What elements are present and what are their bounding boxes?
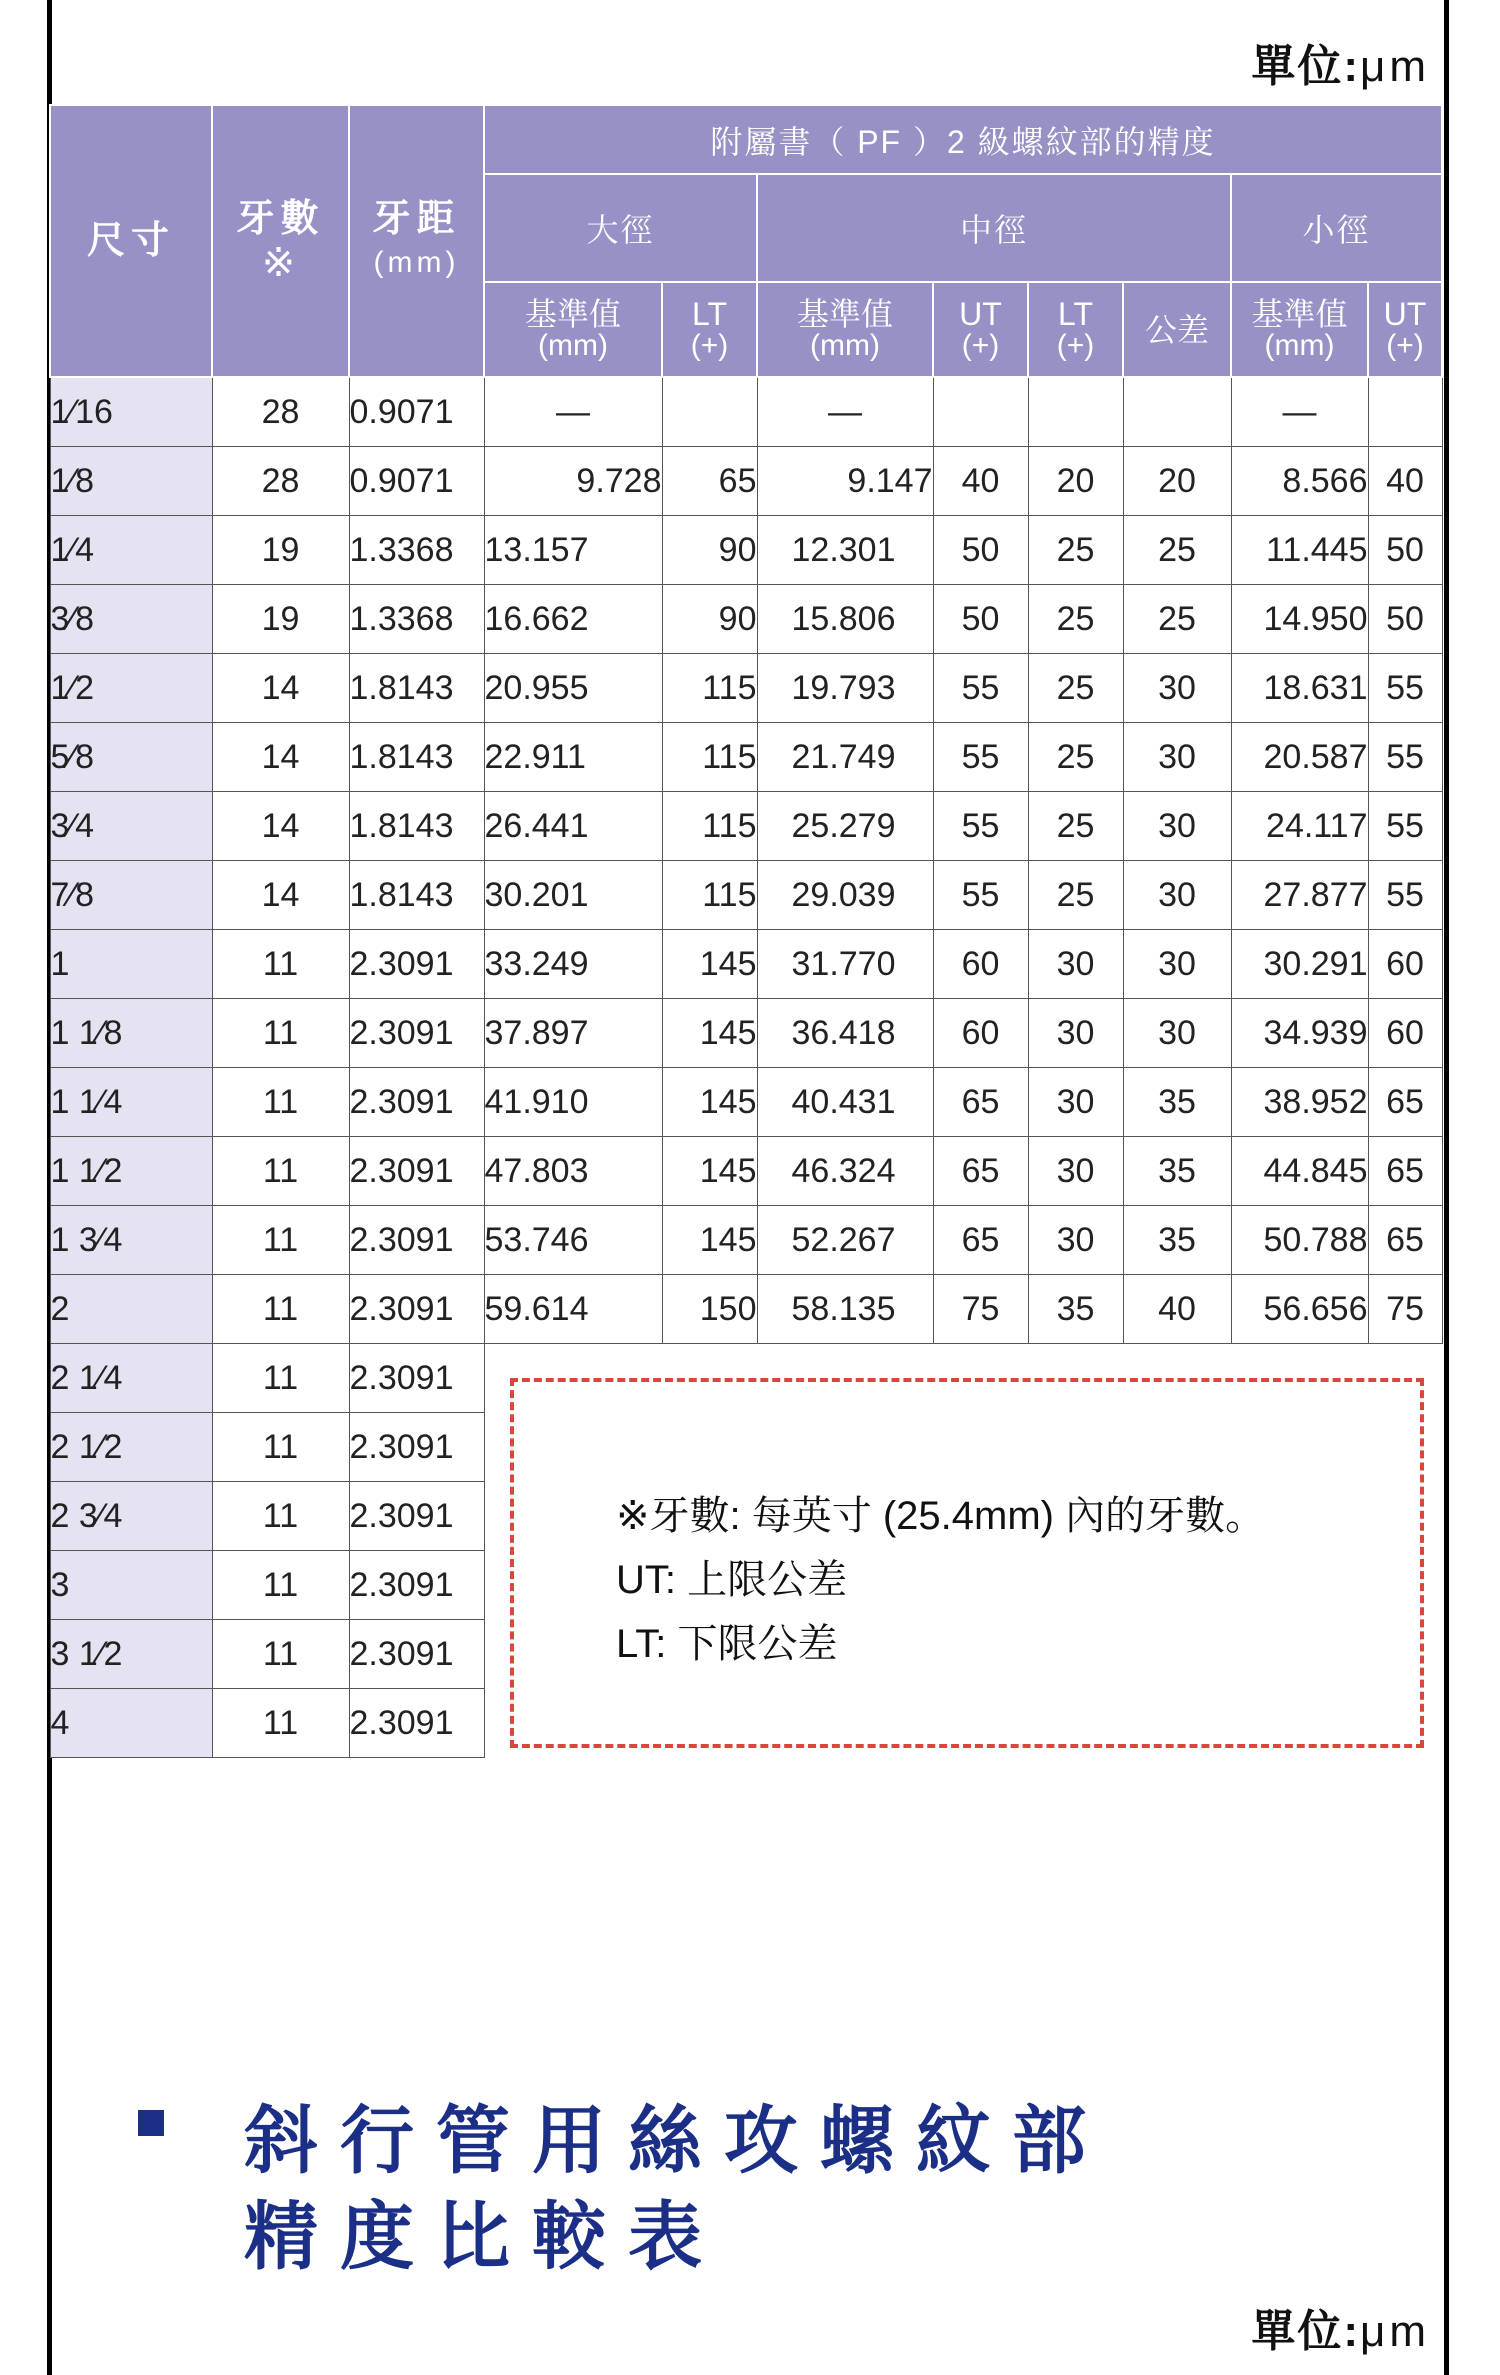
- cell-pd-lt: 25: [1028, 792, 1123, 861]
- cell-pd-lt: 30: [1028, 1137, 1123, 1206]
- cell-major-lt: 145: [662, 1068, 757, 1137]
- cell-pd-ut: 65: [933, 1137, 1028, 1206]
- cell-pd-lt: 25: [1028, 585, 1123, 654]
- table-row: [50, 930, 1442, 999]
- cell-pd-tolerance: 30: [1123, 792, 1231, 861]
- table-row: [50, 1206, 1442, 1275]
- cell-pd-lt: 30: [1028, 999, 1123, 1068]
- cell-minor-ut: 60: [1368, 930, 1442, 999]
- cell-major-base: 30.201: [484, 861, 662, 930]
- cell-pd-tolerance: 30: [1123, 654, 1231, 723]
- cell-major-lt: 115: [662, 792, 757, 861]
- cell-pd-base: 12.301: [757, 516, 933, 585]
- note-lt: LT: 下限公差: [616, 1622, 838, 1666]
- cell-size: 2 1⁄2: [50, 1413, 212, 1482]
- cell-pd-ut: 75: [933, 1275, 1028, 1344]
- cell-major-base: 53.746: [484, 1206, 662, 1275]
- cell-pitch: 1.8143: [349, 654, 484, 723]
- cell-major-lt: 145: [662, 999, 757, 1068]
- cell-tpi: 11: [212, 1689, 349, 1758]
- section-bullet-icon: [138, 2110, 164, 2136]
- cell-major-lt: [662, 377, 757, 447]
- cell-pd-base: 36.418: [757, 999, 933, 1068]
- table-row: [50, 654, 1442, 723]
- cell-pd-tolerance: 35: [1123, 1206, 1231, 1275]
- cell-pd-base: 29.039: [757, 861, 933, 930]
- cell-tpi: 28: [212, 377, 349, 447]
- cell-pitch: 2.3091: [349, 1068, 484, 1137]
- cell-minor-base: 44.845: [1231, 1137, 1368, 1206]
- unit-label-text: 單位: [1251, 42, 1344, 91]
- cell-pitch: 2.3091: [349, 930, 484, 999]
- cell-minor-ut: 65: [1368, 1137, 1442, 1206]
- cell-pd-lt: 30: [1028, 1206, 1123, 1275]
- cell-minor-ut: 65: [1368, 1206, 1442, 1275]
- header-pd-tolerance: 公差: [1123, 282, 1231, 377]
- cell-minor-ut: 75: [1368, 1275, 1442, 1344]
- cell-pd-tolerance: 20: [1123, 447, 1231, 516]
- header-pd-base: 基準值 (mm): [757, 282, 933, 377]
- table-row: [50, 516, 1442, 585]
- cell-pitch: 2.3091: [349, 1137, 484, 1206]
- cell-pd-lt: 30: [1028, 1068, 1123, 1137]
- header-tpi: 牙數 ※: [212, 105, 349, 377]
- cell-minor-ut: 65: [1368, 1068, 1442, 1137]
- cell-size: 5⁄8: [50, 723, 212, 792]
- note-tpi: ※牙數: 每英寸 (25.4mm) 內的牙數。: [616, 1494, 1266, 1538]
- cell-pd-base: 15.806: [757, 585, 933, 654]
- cell-tpi: 11: [212, 1206, 349, 1275]
- cell-pitch: 2.3091: [349, 1344, 484, 1413]
- cell-pd-lt: [1028, 377, 1123, 447]
- cell-major-lt: 145: [662, 1137, 757, 1206]
- cell-major-base: 13.157: [484, 516, 662, 585]
- cell-pd-lt: 30: [1028, 930, 1123, 999]
- cell-size: 1⁄4: [50, 516, 212, 585]
- cell-pd-lt: 20: [1028, 447, 1123, 516]
- cell-pitch: 2.3091: [349, 1551, 484, 1620]
- cell-pitch: 0.9071: [349, 377, 484, 447]
- cell-minor-ut: 50: [1368, 516, 1442, 585]
- cell-pitch: 2.3091: [349, 999, 484, 1068]
- cell-minor-ut: 60: [1368, 999, 1442, 1068]
- cell-tpi: 11: [212, 1275, 349, 1344]
- cell-tpi: 11: [212, 1551, 349, 1620]
- table-row: [50, 861, 1442, 930]
- cell-pitch: 2.3091: [349, 1275, 484, 1344]
- section-title-line1: 斜行管用絲攻螺紋部: [244, 2099, 1108, 2182]
- notes-box: [510, 1378, 1424, 1748]
- cell-pd-lt: 35: [1028, 1275, 1123, 1344]
- cell-size: 3⁄8: [50, 585, 212, 654]
- cell-minor-base: 34.939: [1231, 999, 1368, 1068]
- cell-major-base: 59.614: [484, 1275, 662, 1344]
- unit-label-text: 單位: [1251, 2307, 1344, 2356]
- cell-minor-base: —: [1231, 377, 1368, 447]
- cell-pd-tolerance: 35: [1123, 1068, 1231, 1137]
- cell-pd-base: 9.147: [757, 447, 933, 516]
- table-row: [50, 792, 1442, 861]
- cell-tpi: 28: [212, 447, 349, 516]
- cell-pd-ut: 65: [933, 1206, 1028, 1275]
- cell-minor-ut: 55: [1368, 654, 1442, 723]
- cell-size: 1 1⁄4: [50, 1068, 212, 1137]
- cell-major-base: —: [484, 377, 662, 447]
- cell-minor-ut: 55: [1368, 861, 1442, 930]
- cell-minor-base: 50.788: [1231, 1206, 1368, 1275]
- table-row: [50, 1137, 1442, 1206]
- header-pitch: 牙距 (mm): [349, 105, 484, 377]
- cell-major-lt: 90: [662, 516, 757, 585]
- unit-colon: :: [1343, 2307, 1360, 2356]
- cell-pd-ut: 55: [933, 861, 1028, 930]
- cell-minor-base: 14.950: [1231, 585, 1368, 654]
- cell-major-base: 41.910: [484, 1068, 662, 1137]
- header-pitch-diameter: 中徑: [757, 174, 1231, 282]
- cell-pd-tolerance: 30: [1123, 861, 1231, 930]
- cell-pd-ut: 50: [933, 585, 1028, 654]
- cell-pd-lt: 25: [1028, 516, 1123, 585]
- cell-tpi: 11: [212, 1413, 349, 1482]
- cell-tpi: 14: [212, 723, 349, 792]
- cell-minor-ut: 40: [1368, 447, 1442, 516]
- cell-size: 1 3⁄4: [50, 1206, 212, 1275]
- cell-pd-tolerance: [1123, 377, 1231, 447]
- cell-minor-ut: 50: [1368, 585, 1442, 654]
- cell-pitch: 1.3368: [349, 516, 484, 585]
- cell-major-lt: 90: [662, 585, 757, 654]
- cell-size: 1⁄8: [50, 447, 212, 516]
- cell-size: 1 1⁄8: [50, 999, 212, 1068]
- header-minor-base: 基準值 (mm): [1231, 282, 1368, 377]
- cell-pitch: 1.8143: [349, 792, 484, 861]
- cell-size: 1⁄16: [50, 377, 212, 447]
- unit-label-bottom: [1251, 2295, 1430, 2359]
- cell-pd-ut: 60: [933, 999, 1028, 1068]
- cell-pd-tolerance: 35: [1123, 1137, 1231, 1206]
- cell-size: 1⁄2: [50, 654, 212, 723]
- header-pd-lt: LT (+): [1028, 282, 1123, 377]
- cell-tpi: 11: [212, 1068, 349, 1137]
- cell-pitch: 1.8143: [349, 723, 484, 792]
- cell-pitch: 2.3091: [349, 1413, 484, 1482]
- unit-colon: :: [1343, 42, 1360, 91]
- table-row: [50, 1275, 1442, 1344]
- cell-size: 3 1⁄2: [50, 1620, 212, 1689]
- cell-pitch: 1.8143: [349, 861, 484, 930]
- cell-tpi: 11: [212, 1137, 349, 1206]
- cell-pd-ut: 55: [933, 654, 1028, 723]
- table-row: [50, 999, 1442, 1068]
- cell-pd-ut: 55: [933, 792, 1028, 861]
- cell-minor-base: 30.291: [1231, 930, 1368, 999]
- header-minor-diameter: 小徑: [1231, 174, 1442, 282]
- cell-pd-base: 46.324: [757, 1137, 933, 1206]
- cell-tpi: 19: [212, 585, 349, 654]
- header-minor-ut: UT (+): [1368, 282, 1442, 377]
- cell-tpi: 11: [212, 1344, 349, 1413]
- cell-pitch: 2.3091: [349, 1689, 484, 1758]
- cell-pd-tolerance: 40: [1123, 1275, 1231, 1344]
- cell-pd-lt: 25: [1028, 861, 1123, 930]
- header-major-lt: LT (+): [662, 282, 757, 377]
- cell-major-base: 37.897: [484, 999, 662, 1068]
- header-pitch-unit: (mm): [373, 246, 460, 279]
- cell-size: 4: [50, 1689, 212, 1758]
- cell-size: 7⁄8: [50, 861, 212, 930]
- header-tpi-mark: ※: [261, 241, 300, 285]
- cell-tpi: 11: [212, 1620, 349, 1689]
- cell-major-lt: 115: [662, 723, 757, 792]
- cell-minor-base: 27.877: [1231, 861, 1368, 930]
- cell-pitch: 1.3368: [349, 585, 484, 654]
- section-title-line2: 精度比較表: [244, 2195, 724, 2278]
- cell-major-lt: 115: [662, 861, 757, 930]
- cell-minor-base: 8.566: [1231, 447, 1368, 516]
- cell-pd-tolerance: 30: [1123, 999, 1231, 1068]
- cell-major-lt: 145: [662, 1206, 757, 1275]
- cell-pd-ut: [933, 377, 1028, 447]
- unit-value: μm: [1359, 42, 1430, 91]
- cell-pd-tolerance: 25: [1123, 516, 1231, 585]
- cell-pd-ut: 60: [933, 930, 1028, 999]
- cell-size: 2: [50, 1275, 212, 1344]
- cell-pd-tolerance: 30: [1123, 723, 1231, 792]
- cell-size: 2 1⁄4: [50, 1344, 212, 1413]
- cell-size: 3⁄4: [50, 792, 212, 861]
- cell-major-base: 26.441: [484, 792, 662, 861]
- cell-pd-ut: 65: [933, 1068, 1028, 1137]
- cell-major-base: 47.803: [484, 1137, 662, 1206]
- table-row: [50, 377, 1442, 447]
- cell-size: 2 3⁄4: [50, 1482, 212, 1551]
- right-border-line: [1444, 0, 1449, 2375]
- unit-label-top: [1251, 30, 1430, 94]
- cell-pitch: 2.3091: [349, 1206, 484, 1275]
- cell-pd-base: 58.135: [757, 1275, 933, 1344]
- cell-pitch: 2.3091: [349, 1620, 484, 1689]
- table-row: [50, 447, 1442, 516]
- cell-pd-ut: 55: [933, 723, 1028, 792]
- cell-size: 1 1⁄2: [50, 1137, 212, 1206]
- cell-major-base: 20.955: [484, 654, 662, 723]
- header-major-diameter: 大徑: [484, 174, 757, 282]
- cell-minor-base: 56.656: [1231, 1275, 1368, 1344]
- header-pd-ut: UT (+): [933, 282, 1028, 377]
- cell-pd-base: 52.267: [757, 1206, 933, 1275]
- cell-pd-ut: 40: [933, 447, 1028, 516]
- cell-pitch: 2.3091: [349, 1482, 484, 1551]
- header-major-base: 基準值 (mm): [484, 282, 662, 377]
- cell-major-base: 9.728: [484, 447, 662, 516]
- table-row: [50, 1068, 1442, 1137]
- cell-pd-base: 40.431: [757, 1068, 933, 1137]
- cell-size: 3: [50, 1551, 212, 1620]
- cell-major-base: 16.662: [484, 585, 662, 654]
- note-ut: UT: 上限公差: [616, 1558, 848, 1602]
- cell-tpi: 11: [212, 1482, 349, 1551]
- cell-pd-tolerance: 25: [1123, 585, 1231, 654]
- cell-minor-base: 20.587: [1231, 723, 1368, 792]
- cell-tpi: 11: [212, 999, 349, 1068]
- cell-tpi: 11: [212, 930, 349, 999]
- cell-pd-base: —: [757, 377, 933, 447]
- cell-tpi: 19: [212, 516, 349, 585]
- table-row: [50, 723, 1442, 792]
- header-group: 附屬書（ PF ）2 級螺紋部的精度: [484, 105, 1442, 174]
- cell-pd-base: 31.770: [757, 930, 933, 999]
- cell-pd-base: 25.279: [757, 792, 933, 861]
- cell-pd-base: 19.793: [757, 654, 933, 723]
- cell-minor-base: 11.445: [1231, 516, 1368, 585]
- cell-minor-base: 24.117: [1231, 792, 1368, 861]
- cell-major-lt: 65: [662, 447, 757, 516]
- cell-minor-base: 18.631: [1231, 654, 1368, 723]
- unit-value: μm: [1359, 2307, 1430, 2356]
- cell-size: 1: [50, 930, 212, 999]
- cell-major-base: 33.249: [484, 930, 662, 999]
- cell-minor-ut: 55: [1368, 723, 1442, 792]
- cell-pitch: 0.9071: [349, 447, 484, 516]
- cell-major-lt: 150: [662, 1275, 757, 1344]
- cell-major-base: 22.911: [484, 723, 662, 792]
- cell-tpi: 14: [212, 792, 349, 861]
- cell-pd-ut: 50: [933, 516, 1028, 585]
- cell-pd-tolerance: 30: [1123, 930, 1231, 999]
- header-size: 尺寸: [50, 105, 212, 377]
- cell-minor-base: 38.952: [1231, 1068, 1368, 1137]
- cell-pd-lt: 25: [1028, 723, 1123, 792]
- cell-tpi: 14: [212, 861, 349, 930]
- cell-major-lt: 145: [662, 930, 757, 999]
- cell-major-lt: 115: [662, 654, 757, 723]
- table-row: [50, 585, 1442, 654]
- cell-pd-base: 21.749: [757, 723, 933, 792]
- cell-minor-ut: [1368, 377, 1442, 447]
- cell-minor-ut: 55: [1368, 792, 1442, 861]
- cell-tpi: 14: [212, 654, 349, 723]
- cell-pd-lt: 25: [1028, 654, 1123, 723]
